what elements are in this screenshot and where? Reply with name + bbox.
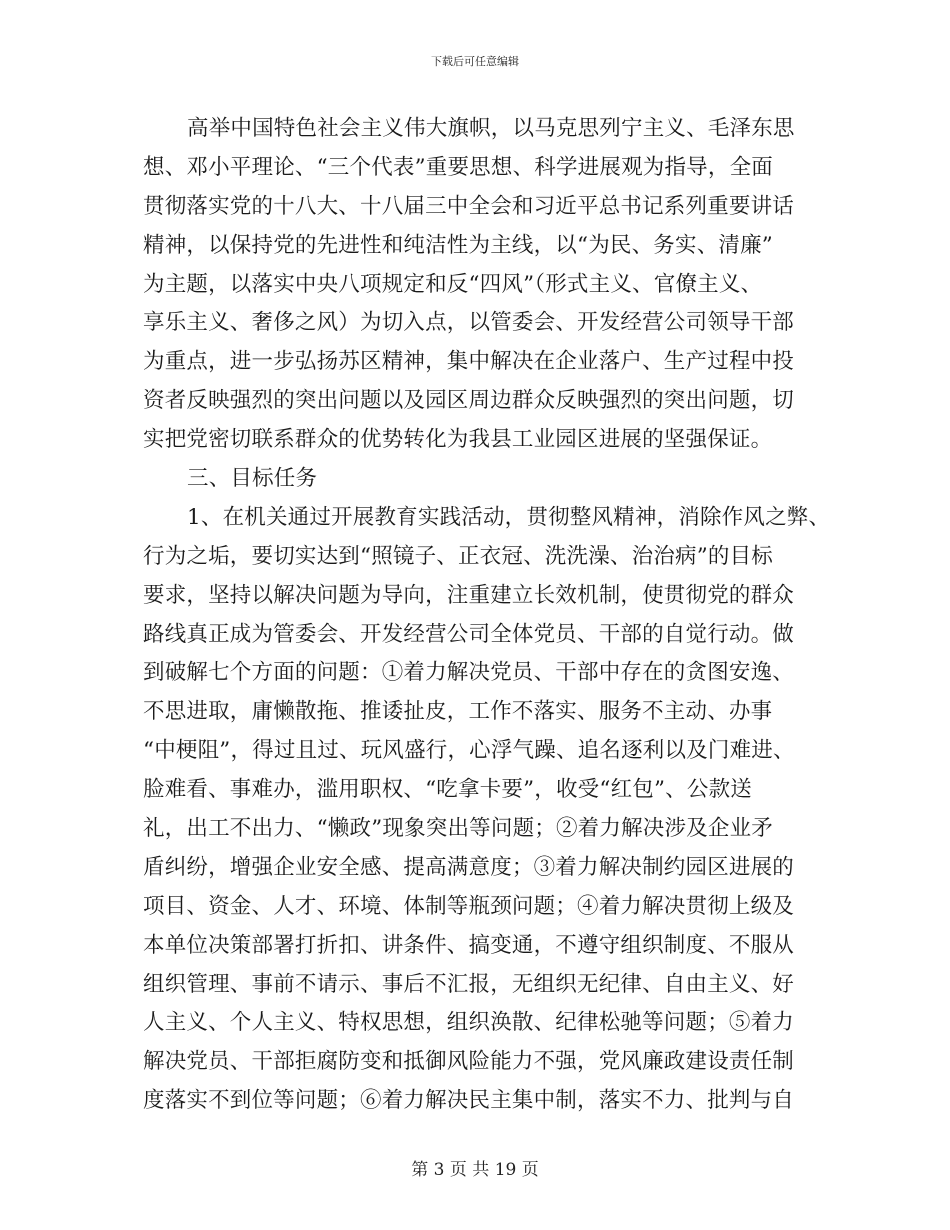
text-line: 项目、资金、人才、环境、体制等瓶颈问题；④着力解决贯彻上级及: [143, 893, 795, 919]
text-line: 本单位决策部署打折扣、讲条件、搞变通，不遵守组织制度、不服从: [143, 932, 795, 958]
page-number-footer: 第 3 页 共 19 页: [411, 1160, 539, 1180]
text-line: 人主义、个人主义、特权思想，组织涣散、纪律松驰等问题；⑤着力: [143, 1010, 795, 1036]
text-line: 资者反映强烈的突出问题以及园区周边群众反映强烈的突出问题，切: [143, 388, 795, 414]
text-line: 精神，以保持党的先进性和纯洁性为主线，以“为民、务实、清廉”: [143, 232, 773, 258]
text-line: 为重点，进一步弘扬苏区精神，集中解决在企业落户、生产过程中投: [143, 349, 795, 375]
text-line: 礼，出工不出力、“懒政”现象突出等问题；②着力解决涉及企业矛: [143, 816, 773, 842]
text-line: 脸难看、事难办，滥用职权、“吃拿卡要”，收受“红包”、公款送: [143, 777, 752, 803]
text-line: 享乐主义、奢侈之风）为切入点，以管委会、开发经营公司领导干部: [143, 310, 795, 336]
text-line: “中梗阻”，得过且过、玩风盛行，心浮气躁、追名逐利以及门难进、: [143, 738, 795, 764]
text-line: 要求，坚持以解决问题为导向，注重建立长效机制，使贯彻党的群众: [143, 582, 795, 608]
text-line: 不思进取，庸懒散拖、推诿扯皮，工作不落实、服务不主动、办事: [143, 699, 773, 725]
text-line: 为主题，以落实中央八项规定和反“四风”（形式主义、官僚主义、: [143, 271, 763, 297]
page-header-note: 下载后可任意编辑: [431, 55, 519, 68]
text-line: 解决党员、干部拒腐防变和抵御风险能力不强，党风廉政建设责任制: [143, 1049, 795, 1075]
text-line: 到破解七个方面的问题：①着力解决党员、干部中存在的贪图安逸、: [143, 660, 795, 686]
text-line: 想、邓小平理论、“三个代表”重要思想、科学进展观为指导，全面: [143, 154, 773, 180]
text-line: 行为之垢，要切实达到“照镜子、正衣冠、洗洗澡、治治病”的目标: [143, 543, 773, 569]
text-line: 实把党密切联系群众的优势转化为我县工业园区进展的坚强保证。: [143, 427, 773, 453]
text-line: 组织管理、事前不请示、事后不汇报，无组织无纪律、自由主义、好: [143, 971, 795, 997]
text-line: 路线真正成为管委会、开发经营公司全体党员、干部的自觉行动。做: [143, 621, 795, 647]
text-line: 盾纠纷，增强企业安全感、提高满意度；③着力解决制约园区进展的: [143, 854, 795, 880]
section-heading: 三、目标任务: [187, 466, 318, 492]
document-body: [143, 110, 831, 1121]
text-line: 度落实不到位等问题；⑥着力解决民主集中制，落实不力、批判与自: [143, 1088, 795, 1114]
text-line: 高举中国特色社会主义伟大旗帜，以马克思列宁主义、毛泽东思: [187, 116, 795, 141]
text-line: 1、在机关通过开展教育实践活动，贯彻整风精神，消除作风之弊、: [187, 504, 831, 530]
text-line: 贯彻落实党的十八大、十八届三中全会和习近平总书记系列重要讲话: [143, 193, 795, 219]
